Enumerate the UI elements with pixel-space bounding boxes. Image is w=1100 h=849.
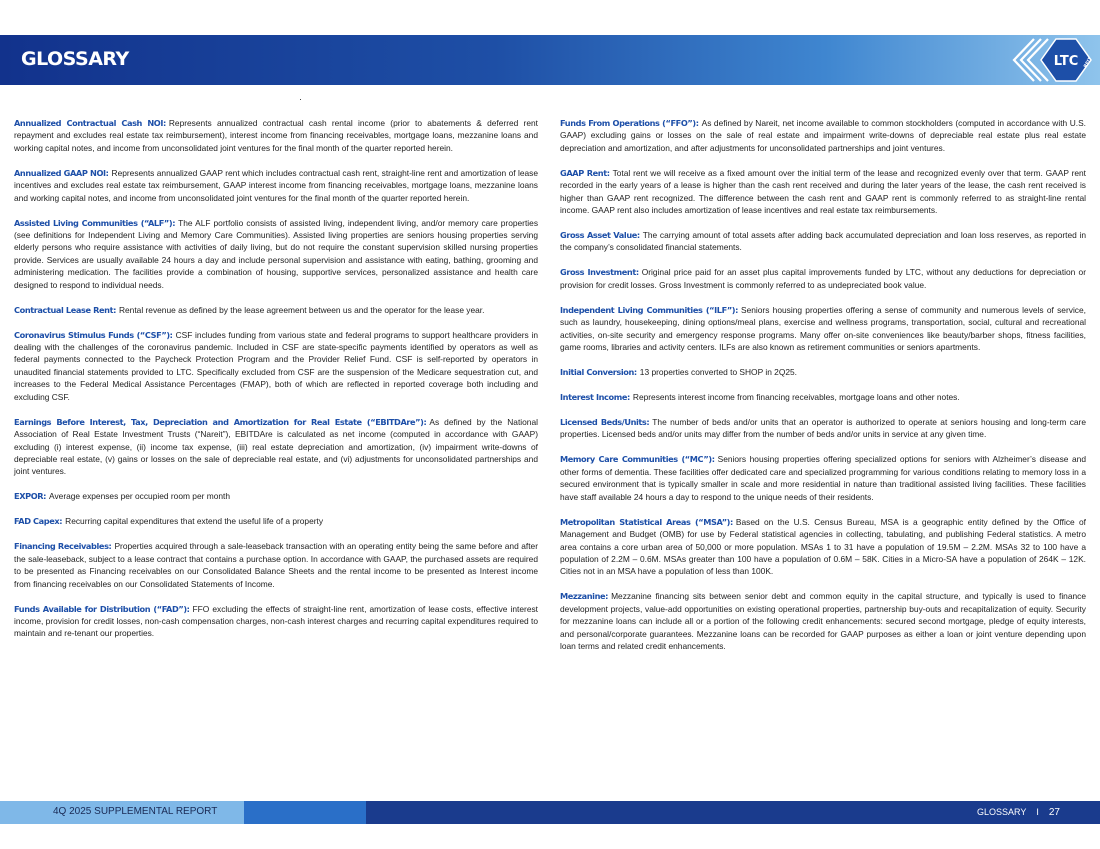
footer-section: GLOSSARY (977, 807, 1027, 817)
glossary-term: GAAP Rent: (560, 167, 610, 178)
glossary-definition: CSF includes funding from various state and federal programs to support healthcare providers in dealing with the challenges of the coronavirus pandemic. Included in CSF are state-specific payments identified by operators as well as federal payments connected to the Paycheck Protection Program and the Provider Relief Fund. CSF is self-reported by operators in unaudited financial statements provided to LTC. Specifically excluded from CSF are the suspension of the Medicare sequestration cut, and increases to the Federal Medical Assistance Percentages (FMAP), both of which are reflected in reported coverage both including and excluding CSF. (14, 329, 538, 402)
footer-page-info (977, 807, 1060, 818)
glossary-entry (560, 304, 1086, 354)
glossary-term: FAD Capex: (14, 516, 63, 527)
logo-text: LTC (1053, 54, 1079, 69)
glossary-term: EXPOR: (14, 491, 47, 502)
glossary-entry (14, 304, 538, 316)
glossary-term: Earnings Before Interest, Tax, Depreciation and Amortization for Real Estate (“EBITDAre”): (14, 416, 427, 427)
glossary-definition: The number of beds and/or units that an operator is authorized to operate at seniors housing and long-term care properties. Licensed beds and/or units may differ from the number of beds and/or units in service at any given time. (560, 417, 1087, 440)
glossary-definition: Original price paid for an asset plus capital improvements funded by LTC, without any deductions for depreciation or provision for credit losses. Gross Investment is commonly referred to as undepreciated book value. (560, 267, 1086, 290)
glossary-definition: Represents interest income from financing receivables, mortgage loans and other notes. (632, 392, 960, 403)
glossary-definition: The carrying amount of total assets after adding back accumulated depreciation and loan loss reserves, as reported in the company’s consolidated financial statements. (560, 230, 1087, 253)
glossary-term: Coronavirus Stimulus Funds (“CSF”): (14, 329, 173, 340)
glossary-entry (14, 603, 538, 640)
ltc-logo (994, 35, 1094, 85)
footer-segment-mid (244, 801, 366, 824)
page-number: 27 (1048, 807, 1060, 818)
glossary-entry (560, 416, 1086, 441)
glossary-term: Funds Available for Distribution (“FAD”): (14, 603, 190, 614)
footer-bar (0, 801, 1100, 824)
glossary-term: Gross Investment: (560, 267, 639, 278)
glossary-definition: As defined by the National Association of Real Estate Investment Trusts (“Nareit”), EBITDAre is calculated as net income (computed in accordance with GAAP) excluding (i) interest expense, (ii) income tax expense, (iii) real estate depreciation and amortization, (iv) impairment write-downs of depreciable real estate, (v) gains or losses on the sale of depreciable real estate, and (vi) adjustments for unconsolidated partnerships and joint ventures. (14, 416, 538, 477)
stray-dot (300, 99, 301, 100)
glossary-right-column (560, 117, 1086, 665)
glossary-definition: Recurring capital expenditures that extend the useful life of a property (65, 516, 324, 527)
glossary-entry (560, 266, 1086, 291)
glossary-term: Independent Living Communities (“ILF”): (560, 304, 739, 315)
glossary-term: Mezzanine: (560, 591, 609, 602)
glossary-definition: As defined by Nareit, net income available to common stockholders (computed in accordance with U.S. GAAP) excluding gains or losses on the sale of real estate and impairment write-downs of depreciable real estate plus real estate depreciation and amortization, and after adjustments for unconsolidated partnerships and joint ventures. (560, 118, 1087, 153)
glossary-entry (14, 329, 538, 403)
glossary-entry (14, 515, 538, 527)
glossary-entry (560, 366, 1086, 378)
glossary-entry (560, 590, 1086, 652)
glossary-term: Funds From Operations (“FFO”): (560, 118, 699, 128)
glossary-entry (560, 391, 1086, 403)
glossary-definition: Represents annualized contractual cash rental income (prior to abatements & deferred rent repayment and excludes real estate tax reimbursement), interest income from financing receivables, mortgage loans, mezzanine loans and working capital notes, and income from unconsolidated joint ventures for the final month of the quarter reported herein. (14, 118, 538, 153)
glossary-entry (14, 217, 538, 291)
glossary-term: Licensed Beds/Units: (560, 417, 650, 428)
glossary-term: Financing Receivables: (14, 541, 112, 552)
glossary-definition: Rental revenue as defined by the lease agreement between us and the operator for the lease year. (118, 304, 485, 315)
glossary-left-column (14, 117, 538, 652)
glossary-term: Annualized GAAP NOI: (14, 167, 109, 178)
glossary-definition: The ALF portfolio consists of assisted living, independent living, and/or memory care properties (see definitions for Independent Living and Memory Care Communities). Assisted living properties are seniors housing properties serving elderly persons who require assistance with activities of daily living, but do not require the constant supervision skilled nursing properties provide. Services are usually available 24 hours a day and include personal supervision and assistance with eating, bathing, grooming and administering medication. The facilities provide a combination of housing, supportive services, personalized assistance and health care designed to respond to individual needs. (14, 217, 539, 290)
glossary-term: Assisted Living Communities (“ALF”): (14, 217, 176, 228)
glossary-definition: Properties acquired through a sale-leaseback transaction with an operating entity being the same before and after the sale-leaseback, subject to a lease contract that contains a purchase option. In accordance with GAAP, the purchased assets are required to be presented as Financing receivables on our Consolidated Balance Sheets and the rental income to be presented as Interest income from financing receivables on our Consolidated Statements of Income. (14, 541, 538, 589)
glossary-entry (560, 117, 1086, 154)
logo-subtext: REIT (1083, 56, 1094, 69)
glossary-entry (14, 416, 538, 478)
glossary-term: Annualized Contractual Cash NOI: (14, 118, 166, 128)
glossary-definition: FFO excluding the effects of straight-line rent, amortization of lease costs, effective interest income, provision for credit losses, non-cash compensation charges, non-cash interest charges and recurring capital expenditures required to maintain and re-tenant our properties. (14, 603, 538, 639)
glossary-entry (560, 516, 1086, 578)
glossary-entry (560, 167, 1086, 217)
footer-report-name: 4Q 2025 SUPPLEMENTAL REPORT (53, 806, 218, 817)
glossary-term: Metropolitan Statistical Areas (“MSA”): (560, 516, 733, 527)
glossary-definition: Total rent we will receive as a fixed amount over the initial term of the lease and recognized evenly over that term. GAAP rent recorded in the early years of a lease is higher than the cash rent received and during the later years of the lease, the cash rent received is higher than GAAP rent recognized. The difference between the cash rent and GAAP rent is commonly referred to as straight-line rental income. GAAP rent also includes amortization of lease incentives and real estate tax reimbursements. (560, 167, 1086, 216)
glossary-definition: 13 properties converted to SHOP in 2Q25. (639, 367, 797, 378)
footer-separator: I (1036, 807, 1039, 817)
glossary-entry (560, 453, 1086, 503)
glossary-definition: Represents annualized GAAP rent which includes contractual cash rent, straight-line rent and amortization of lease incentives and excludes real estate tax reimbursement, GAAP interest income from financing receivables, mortgage loans, mezzanine loans and working capital notes, and income from unconsolidated joint ventures for the final month of the quarter reported herein. (14, 167, 538, 203)
page-title: GLOSSARY (21, 48, 129, 70)
glossary-definition: Mezzanine financing sits between senior debt and common equity in the capital structure, and typically is used to finance development projects, value-add opportunities on existing operational properties, partnership buy-outs and recapitalization of equity. Security for mezzanine loans can include all or a portion of the following credit enhancements: secured second mortgage, pledge of equity interests, and personal/corporate guarantees. Mezzanine loans can be recorded for GAAP purposes as either a loan or joint venture depending upon loan terms and related credit enhancements. (560, 591, 1086, 651)
glossary-definition: Seniors housing properties offering a sense of community and numerous levels of service, such as laundry, housekeeping, dining options/meal plans, exercise and wellness programs, transportation, social, cultural and recreational activities, on-site security and emergency response programs. Many offer on-site conveniences like beauty/barber shops, fitness facilities, game rooms, libraries and activity centers. ILFs are also known as retirement communities or seniors apartments. (560, 304, 1086, 353)
glossary-entry (14, 490, 538, 502)
glossary-definition: Seniors housing properties offering specialized options for seniors with Alzheimer’s disease and other forms of dementia. These facilities offer dedicated care and specialized programming for various conditions relating to memory loss in a secured environment that is typically smaller in scale and more residential in nature than traditional assisted living facilities. These facilities have staff available 24 hours a day to respond to the unique needs of their residents. (560, 454, 1086, 502)
glossary-term: Memory Care Communities (“MC”): (560, 454, 715, 465)
glossary-term: Interest Income: (560, 392, 630, 403)
glossary-entry (560, 229, 1086, 254)
glossary-definition: Average expenses per occupied room per month (49, 491, 230, 502)
glossary-definition: Based on the U.S. Census Bureau, MSA is a geographic entity defined by the Office of Management and Budget (OMB) for use by Federal statistical agencies in collecting, tabulating, and publishing Federal statistics. A metro area contains a core urban area of 50,000 or more population. MSAs 1 to 31 have a population of 19.5M – 2.2M. MSAs 32 to 100 have a population of 2.2M – 0.6M. MSAs greater than 100 have a population of 0.6M – 58K. Cities in a Micro-SA have a population of 264K – 12K. Cities not in an MSA have a population of less than 100K. (560, 516, 1087, 577)
glossary-entry (14, 117, 538, 154)
glossary-entry (14, 540, 538, 590)
glossary-term: Gross Asset Value: (560, 230, 640, 241)
glossary-entry (14, 167, 538, 204)
header-banner (0, 35, 1100, 85)
glossary-term: Initial Conversion: (560, 367, 637, 378)
glossary-term: Contractual Lease Rent: (14, 304, 116, 315)
